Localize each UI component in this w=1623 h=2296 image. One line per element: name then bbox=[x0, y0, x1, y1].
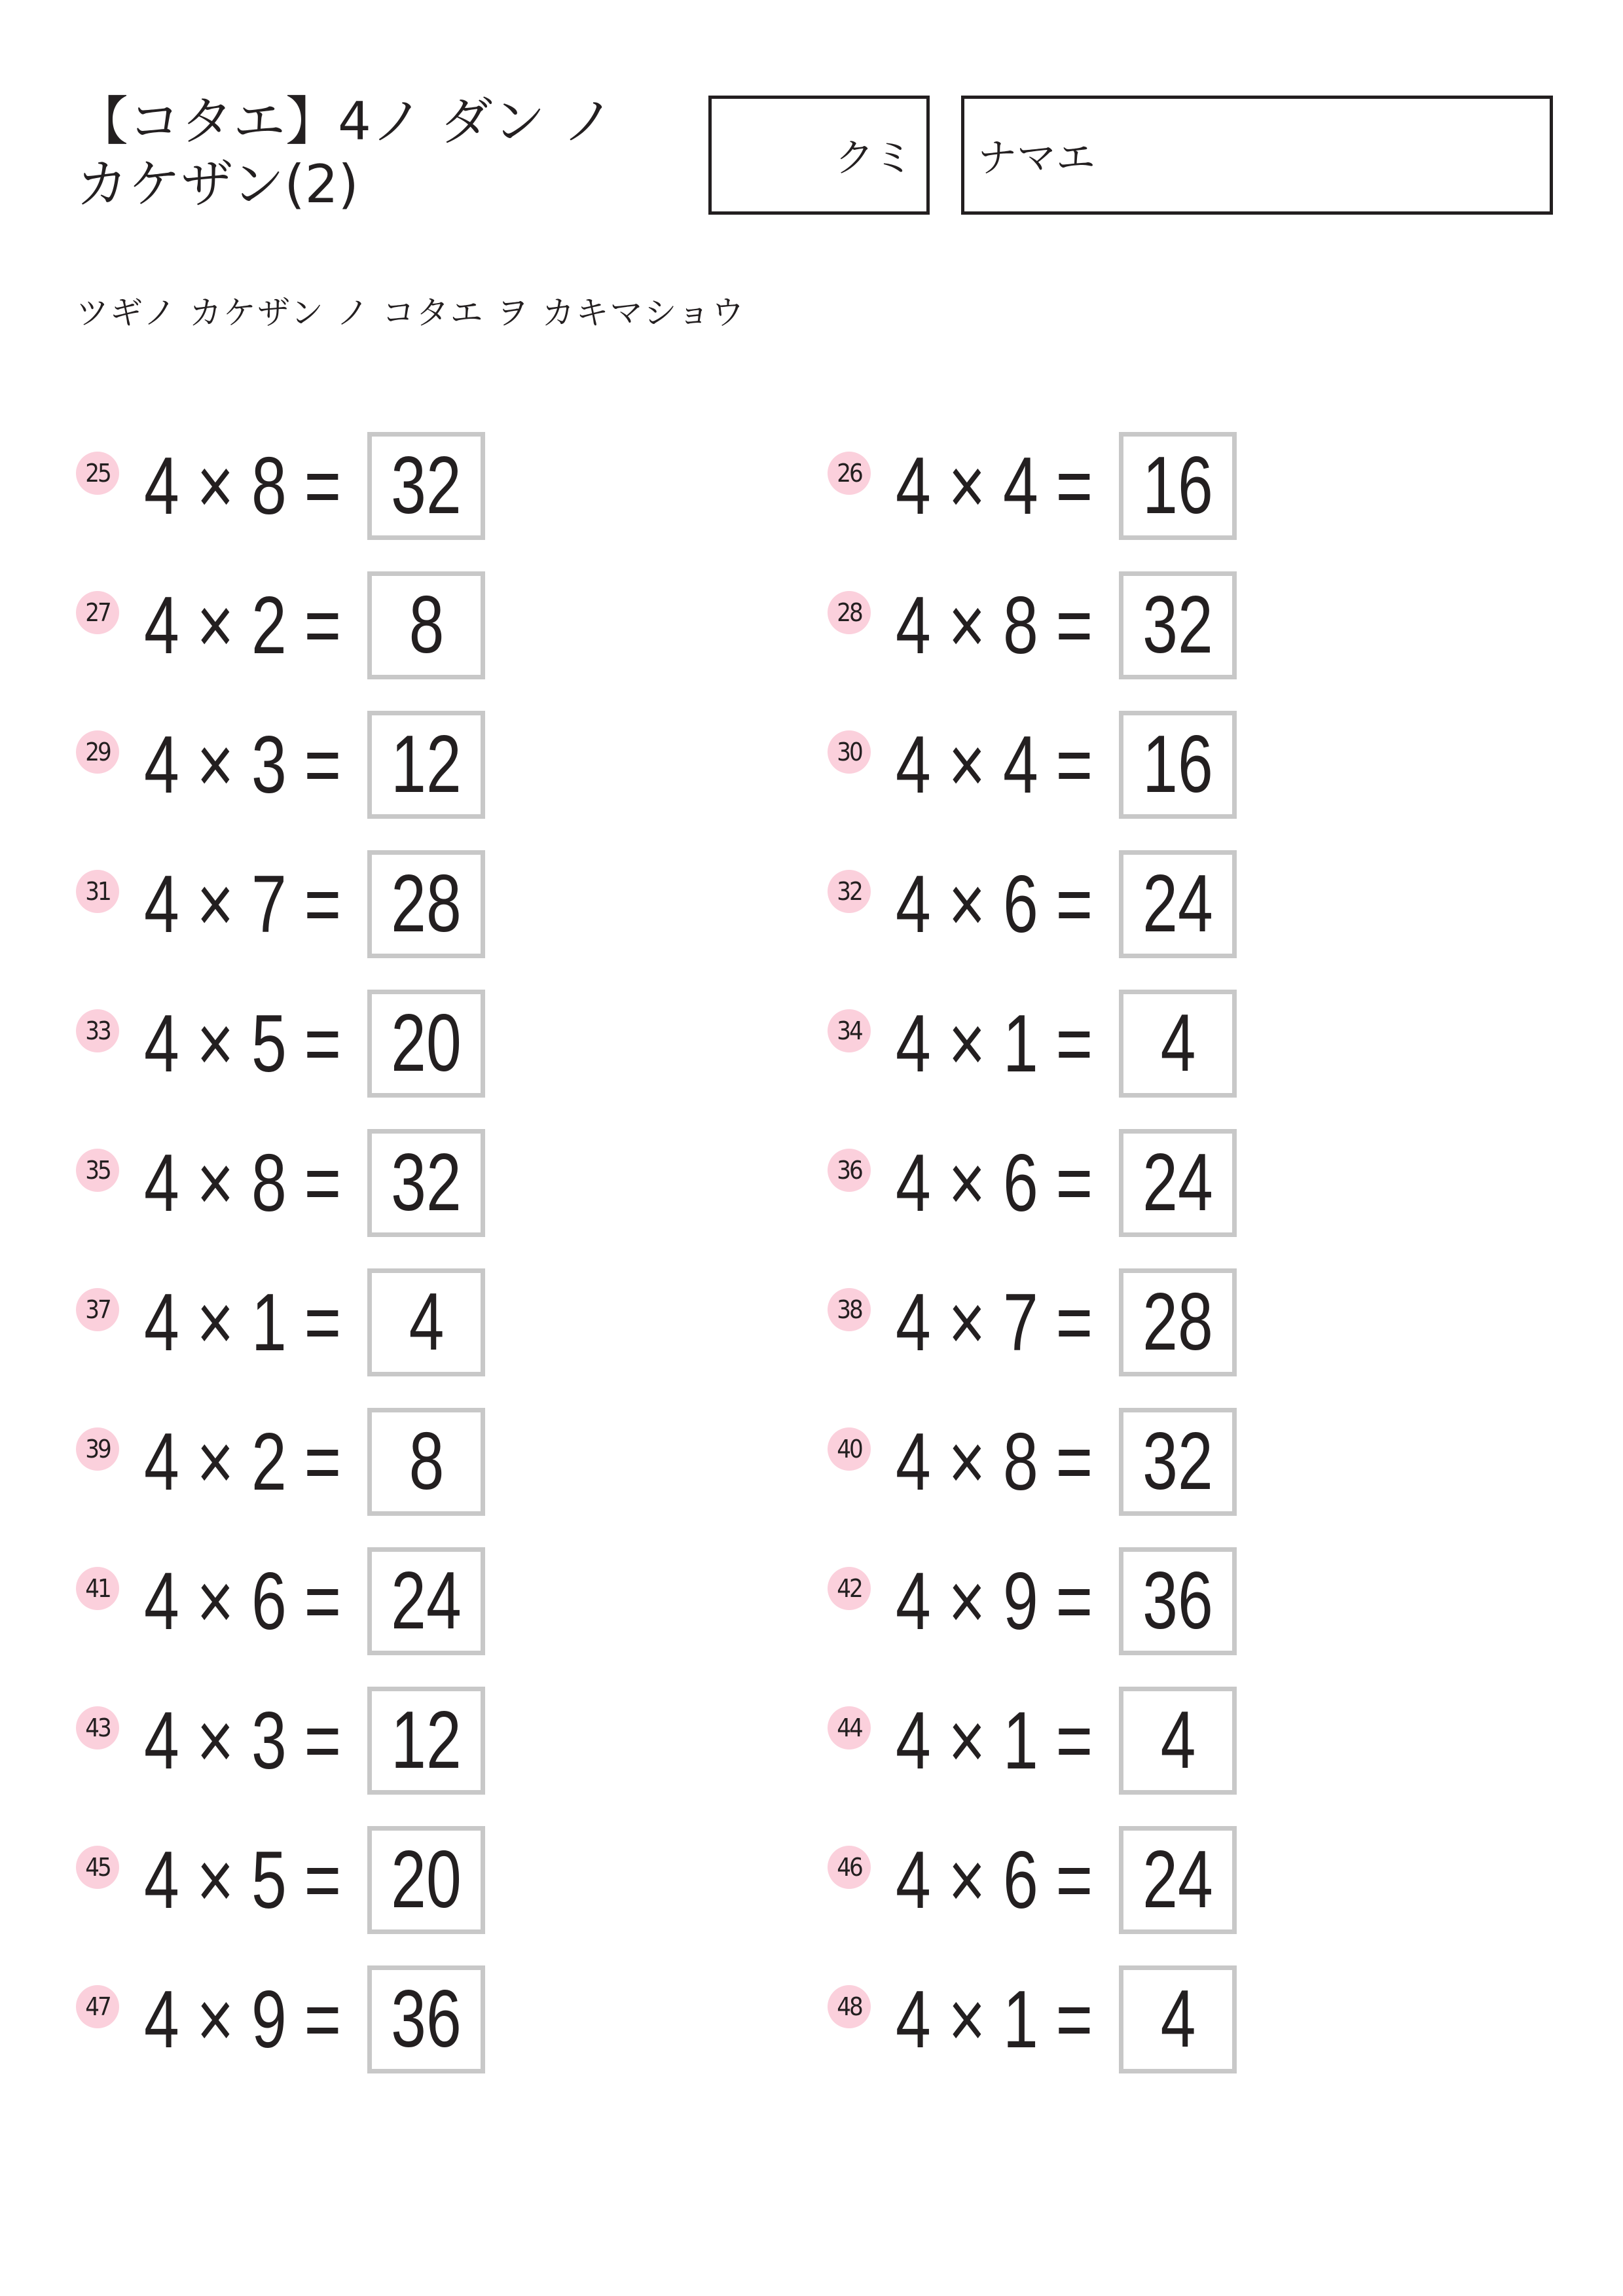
answer-box[interactable] bbox=[367, 1965, 485, 2073]
problem-expression: 4 × 6 = bbox=[144, 1556, 342, 1647]
problem-item bbox=[76, 711, 665, 819]
problem-number-badge: 31 bbox=[76, 870, 119, 913]
problem-expression: 4 × 5 = bbox=[144, 999, 342, 1089]
instruction-text: ツギノ カケザン ノ コタエ ヲ カキマショウ bbox=[76, 294, 746, 332]
problem-expression: 4 × 3 = bbox=[144, 1696, 342, 1786]
title-line-2: カケザン(2) bbox=[76, 154, 359, 215]
answer-value: 20 bbox=[391, 1835, 462, 1925]
answer-box[interactable] bbox=[1119, 1268, 1237, 1376]
problem-expression: 4 × 6 = bbox=[896, 859, 1093, 950]
problem-number-badge: 45 bbox=[76, 1846, 119, 1889]
problem-item bbox=[828, 1268, 1417, 1376]
problem-number-badge: 38 bbox=[828, 1288, 871, 1331]
answer-value: 36 bbox=[1142, 1556, 1213, 1646]
problem-number-badge: 42 bbox=[828, 1567, 871, 1610]
answer-value: 36 bbox=[391, 1974, 462, 2064]
problem-item bbox=[76, 432, 665, 540]
answer-box[interactable] bbox=[367, 1129, 485, 1237]
answer-value: 32 bbox=[391, 1138, 462, 1228]
class-label: クミ bbox=[835, 135, 913, 181]
answer-value: 24 bbox=[391, 1556, 462, 1646]
answer-value: 32 bbox=[1142, 1416, 1213, 1507]
answer-box[interactable] bbox=[367, 1268, 485, 1376]
answer-box[interactable] bbox=[1119, 1408, 1237, 1516]
answer-box[interactable] bbox=[367, 711, 485, 819]
answer-value: 32 bbox=[391, 440, 462, 531]
problem-expression: 4 × 2 = bbox=[144, 581, 342, 671]
problem-number-badge: 34 bbox=[828, 1009, 871, 1052]
problem-number-badge: 30 bbox=[828, 730, 871, 774]
problem-number-badge: 47 bbox=[76, 1985, 119, 2028]
problem-number-badge: 29 bbox=[76, 730, 119, 774]
problem-expression: 4 × 1 = bbox=[896, 1975, 1093, 2065]
answer-box[interactable] bbox=[1119, 711, 1237, 819]
problem-number-badge: 33 bbox=[76, 1009, 119, 1052]
problem-number-badge: 37 bbox=[76, 1288, 119, 1331]
answer-value: 24 bbox=[1142, 1138, 1213, 1228]
problem-expression: 4 × 6 = bbox=[896, 1138, 1093, 1229]
answer-box[interactable] bbox=[367, 1547, 485, 1655]
class-field[interactable] bbox=[708, 96, 930, 215]
problem-expression: 4 × 1 = bbox=[896, 999, 1093, 1089]
problem-item bbox=[828, 1687, 1417, 1795]
answer-box[interactable] bbox=[367, 432, 485, 540]
answer-box[interactable] bbox=[367, 990, 485, 1098]
problem-item bbox=[828, 432, 1417, 540]
problem-item bbox=[76, 850, 665, 958]
problem-number-badge: 27 bbox=[76, 591, 119, 634]
answer-box[interactable] bbox=[1119, 1547, 1237, 1655]
problem-item bbox=[828, 1826, 1417, 1934]
problem-expression: 4 × 4 = bbox=[896, 441, 1093, 531]
answer-box[interactable] bbox=[367, 850, 485, 958]
problem-item bbox=[828, 1129, 1417, 1237]
problem-expression: 4 × 9 = bbox=[896, 1556, 1093, 1647]
answer-value: 28 bbox=[1142, 1277, 1213, 1367]
problem-item bbox=[76, 571, 665, 679]
problem-expression: 4 × 1 = bbox=[144, 1278, 342, 1368]
answer-value: 8 bbox=[409, 1416, 444, 1507]
problem-item bbox=[76, 1965, 665, 2073]
problem-item bbox=[828, 850, 1417, 958]
answer-box[interactable] bbox=[367, 1408, 485, 1516]
problem-expression: 4 × 3 = bbox=[144, 720, 342, 810]
problem-item bbox=[76, 1547, 665, 1655]
problem-item bbox=[76, 1687, 665, 1795]
problem-item bbox=[76, 1408, 665, 1516]
title-line-1: 【コタエ】4ノ ダン ノ bbox=[76, 91, 615, 152]
answer-box[interactable] bbox=[1119, 1687, 1237, 1795]
answer-box[interactable] bbox=[1119, 1129, 1237, 1237]
problem-expression: 4 × 8 = bbox=[144, 441, 342, 531]
name-label: ナマエ bbox=[977, 135, 1095, 181]
answer-box[interactable] bbox=[1119, 571, 1237, 679]
answer-box[interactable] bbox=[1119, 432, 1237, 540]
answer-box[interactable] bbox=[1119, 1826, 1237, 1934]
problem-item bbox=[828, 1547, 1417, 1655]
name-field[interactable] bbox=[961, 96, 1553, 215]
answer-value: 4 bbox=[1160, 998, 1195, 1088]
problem-item bbox=[76, 1826, 665, 1934]
answer-value: 12 bbox=[391, 1695, 462, 1785]
answer-value: 28 bbox=[391, 859, 462, 949]
problem-item bbox=[828, 1408, 1417, 1516]
problem-number-badge: 32 bbox=[828, 870, 871, 913]
problem-number-badge: 39 bbox=[76, 1427, 119, 1471]
answer-value: 16 bbox=[1142, 440, 1213, 531]
answer-box[interactable] bbox=[1119, 1965, 1237, 2073]
problem-item bbox=[828, 711, 1417, 819]
answer-box[interactable] bbox=[1119, 990, 1237, 1098]
answer-value: 20 bbox=[391, 998, 462, 1088]
problem-number-badge: 26 bbox=[828, 452, 871, 495]
problem-number-badge: 36 bbox=[828, 1149, 871, 1192]
problem-number-badge: 40 bbox=[828, 1427, 871, 1471]
answer-box[interactable] bbox=[367, 571, 485, 679]
problem-expression: 4 × 4 = bbox=[896, 720, 1093, 810]
problem-expression: 4 × 9 = bbox=[144, 1975, 342, 2065]
problem-item bbox=[828, 1965, 1417, 2073]
problem-number-badge: 41 bbox=[76, 1567, 119, 1610]
answer-value: 4 bbox=[1160, 1695, 1195, 1785]
answer-value: 4 bbox=[1160, 1974, 1195, 2064]
problem-number-badge: 48 bbox=[828, 1985, 871, 2028]
problem-number-badge: 25 bbox=[76, 452, 119, 495]
problem-item bbox=[76, 990, 665, 1098]
problem-item bbox=[828, 571, 1417, 679]
answer-value: 4 bbox=[409, 1277, 444, 1367]
problem-number-badge: 43 bbox=[76, 1706, 119, 1749]
problem-expression: 4 × 2 = bbox=[144, 1417, 342, 1507]
answer-box[interactable] bbox=[367, 1687, 485, 1795]
problem-number-badge: 28 bbox=[828, 591, 871, 634]
problem-item bbox=[76, 1268, 665, 1376]
problem-expression: 4 × 8 = bbox=[896, 581, 1093, 671]
answer-value: 32 bbox=[1142, 580, 1213, 670]
worksheet-title bbox=[76, 90, 639, 216]
answer-value: 12 bbox=[391, 719, 462, 810]
problem-expression: 4 × 8 = bbox=[896, 1417, 1093, 1507]
problem-number-badge: 44 bbox=[828, 1706, 871, 1749]
problem-number-badge: 35 bbox=[76, 1149, 119, 1192]
answer-value: 24 bbox=[1142, 859, 1213, 949]
answer-value: 24 bbox=[1142, 1835, 1213, 1925]
problem-expression: 4 × 6 = bbox=[896, 1835, 1093, 1926]
problem-expression: 4 × 7 = bbox=[896, 1278, 1093, 1368]
problem-expression: 4 × 8 = bbox=[144, 1138, 342, 1229]
problem-number-badge: 46 bbox=[828, 1846, 871, 1889]
answer-value: 16 bbox=[1142, 719, 1213, 810]
problem-item bbox=[76, 1129, 665, 1237]
problem-expression: 4 × 5 = bbox=[144, 1835, 342, 1926]
problem-expression: 4 × 7 = bbox=[144, 859, 342, 950]
problem-expression: 4 × 1 = bbox=[896, 1696, 1093, 1786]
answer-box[interactable] bbox=[1119, 850, 1237, 958]
problem-item bbox=[828, 990, 1417, 1098]
answer-value: 8 bbox=[409, 580, 444, 670]
answer-box[interactable] bbox=[367, 1826, 485, 1934]
